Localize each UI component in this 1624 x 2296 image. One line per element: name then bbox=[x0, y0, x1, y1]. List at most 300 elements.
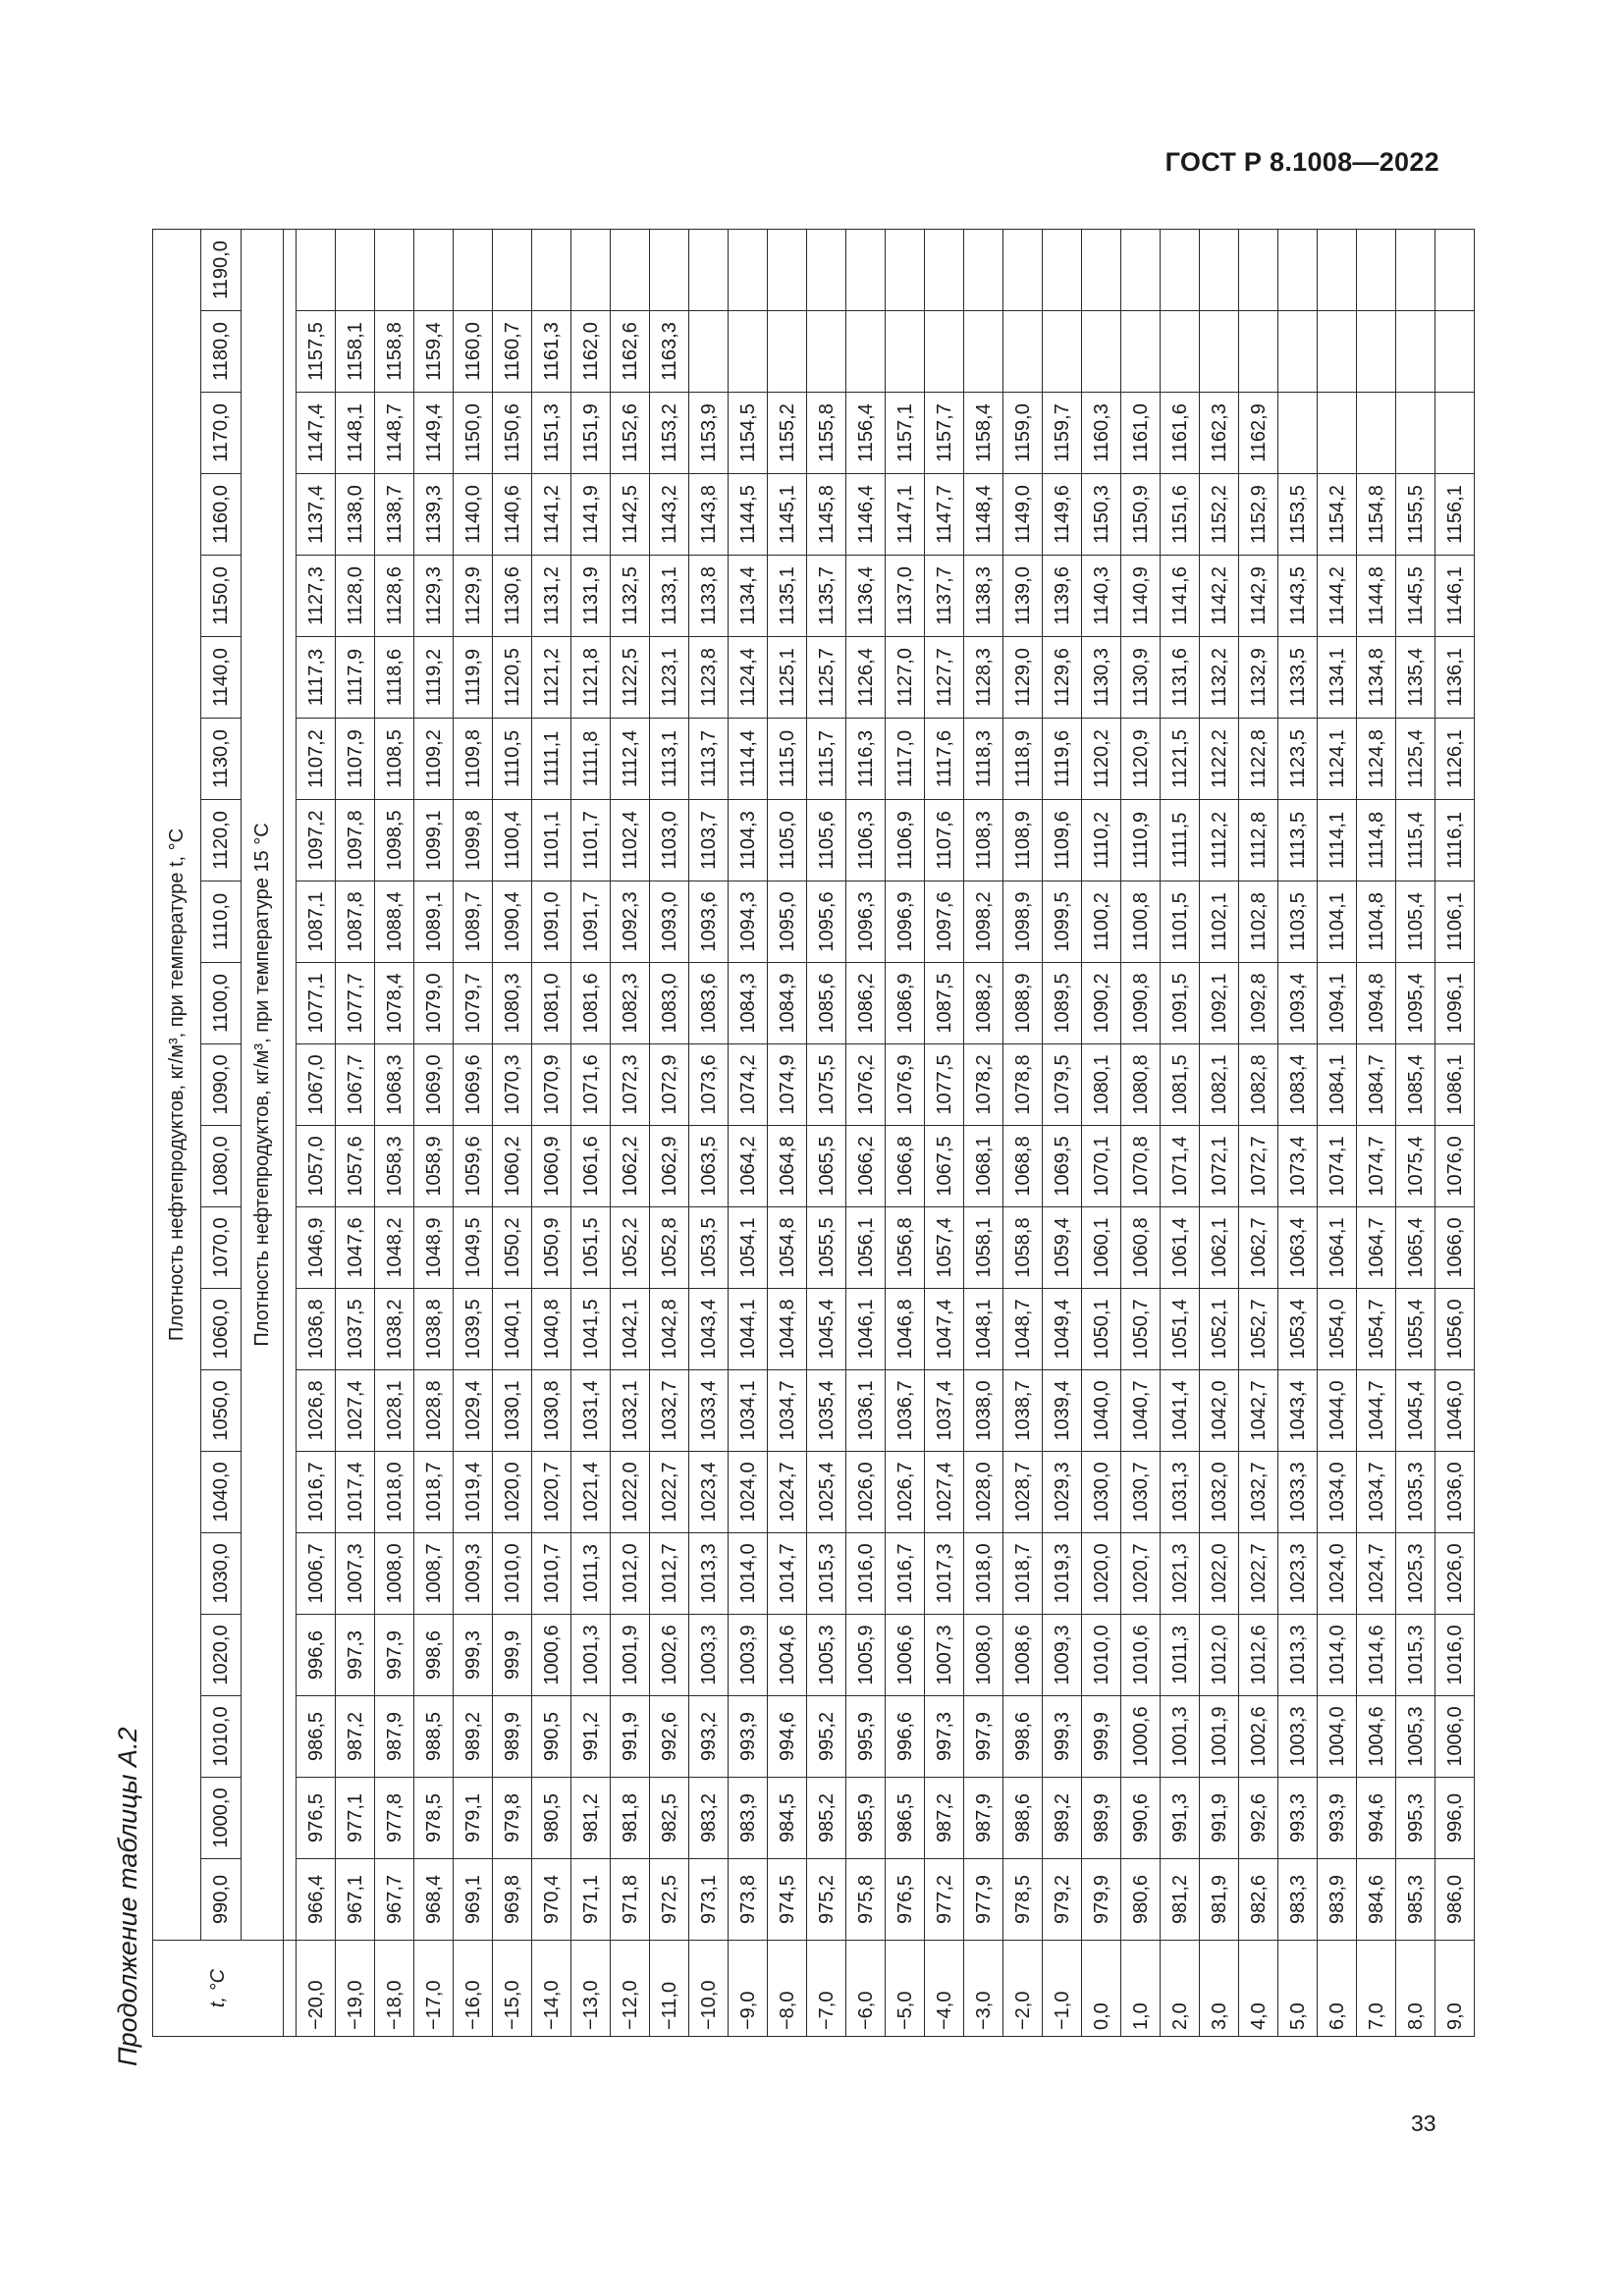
density-cell: 1041,5 bbox=[571, 1289, 611, 1370]
density-cell: 1097,2 bbox=[297, 800, 336, 881]
temperature-cell: −6,0 bbox=[846, 1941, 886, 2037]
density-cell: 1013,3 bbox=[1278, 1615, 1318, 1696]
density-cell: 1134,1 bbox=[1318, 637, 1357, 719]
temperature-cell: 7,0 bbox=[1357, 1941, 1396, 2037]
density-cell: 1004,6 bbox=[768, 1615, 807, 1696]
density-cell: 1116,3 bbox=[846, 719, 886, 800]
density-cell: 1112,2 bbox=[1200, 800, 1239, 881]
density-cell bbox=[768, 230, 807, 311]
density-cell: 1035,4 bbox=[807, 1370, 846, 1452]
density-cell: 1028,8 bbox=[414, 1370, 454, 1452]
density-cell: 1079,0 bbox=[414, 963, 454, 1044]
density-cell: 1052,8 bbox=[650, 1207, 689, 1289]
density-cell: 1102,8 bbox=[1239, 881, 1278, 963]
density-cell: 993,9 bbox=[729, 1696, 768, 1778]
density-cell: 1115,0 bbox=[768, 719, 807, 800]
density-cell: 1028,7 bbox=[1003, 1452, 1043, 1533]
density-cell: 1001,3 bbox=[571, 1615, 611, 1696]
density-cell: 1076,2 bbox=[846, 1044, 886, 1126]
density-cell: 985,2 bbox=[807, 1778, 846, 1859]
density-cell: 1147,7 bbox=[925, 474, 964, 556]
density-cell: 1005,3 bbox=[807, 1615, 846, 1696]
density-cell: 1068,3 bbox=[375, 1044, 414, 1126]
density-cell: 1010,0 bbox=[493, 1533, 532, 1615]
density-cell: 1082,1 bbox=[1200, 1044, 1239, 1126]
density-cell: 1016,7 bbox=[886, 1533, 925, 1615]
temperature-cell: 8,0 bbox=[1396, 1941, 1435, 2037]
density-cell: 1027,4 bbox=[925, 1452, 964, 1533]
density-cell: 999,9 bbox=[493, 1615, 532, 1696]
density-cell: 997,9 bbox=[964, 1696, 1003, 1778]
density-cell: 976,5 bbox=[297, 1778, 336, 1859]
density-cell: 1060,8 bbox=[1121, 1207, 1161, 1289]
density-cell: 1016,7 bbox=[297, 1452, 336, 1533]
density-cell: 1072,9 bbox=[650, 1044, 689, 1126]
density-cell: 1066,2 bbox=[846, 1126, 886, 1207]
density-cell: 1107,6 bbox=[925, 800, 964, 881]
density-cell: 1162,6 bbox=[611, 311, 650, 393]
density-cell: 1088,9 bbox=[1003, 963, 1043, 1044]
density-cell: 1001,3 bbox=[1161, 1696, 1200, 1778]
table-row bbox=[336, 230, 375, 2037]
density-cell: 1013,3 bbox=[689, 1533, 729, 1615]
temperature-cell: −11,0 bbox=[650, 1941, 689, 2037]
density-cell: 1121,2 bbox=[532, 637, 571, 719]
density-cell: 1126,1 bbox=[1435, 719, 1475, 800]
density-cell: 1091,0 bbox=[532, 881, 571, 963]
density-cell: 995,2 bbox=[807, 1696, 846, 1778]
density-cell: 1118,3 bbox=[964, 719, 1003, 800]
density-cell: 1145,1 bbox=[768, 474, 807, 556]
density-cell: 1032,7 bbox=[650, 1370, 689, 1452]
density-cell: 986,0 bbox=[1435, 1859, 1475, 1941]
table-row bbox=[414, 230, 454, 2037]
density-cell: 1069,6 bbox=[454, 1044, 493, 1126]
density-cell: 998,6 bbox=[1003, 1696, 1043, 1778]
density-cell: 1022,7 bbox=[650, 1452, 689, 1533]
density-cell: 1127,0 bbox=[886, 637, 925, 719]
density-cell: 1062,1 bbox=[1200, 1207, 1239, 1289]
density-cell: 1092,8 bbox=[1239, 963, 1278, 1044]
density-cell: 1099,1 bbox=[414, 800, 454, 881]
density-cell: 1134,8 bbox=[1357, 637, 1396, 719]
density-cell: 1106,9 bbox=[886, 800, 925, 881]
density-cell: 1008,0 bbox=[375, 1533, 414, 1615]
density-cell: 1034,1 bbox=[729, 1370, 768, 1452]
density-cell: 1072,7 bbox=[1239, 1126, 1278, 1207]
density-cell: 1111,1 bbox=[532, 719, 571, 800]
density-cell: 1099,8 bbox=[454, 800, 493, 881]
density-cell bbox=[297, 230, 336, 311]
density-table bbox=[152, 229, 1475, 2037]
density-cell: 1011,3 bbox=[571, 1533, 611, 1615]
density-cell: 1068,1 bbox=[964, 1126, 1003, 1207]
density-cell: 1042,7 bbox=[1239, 1370, 1278, 1452]
density-cell: 1106,3 bbox=[846, 800, 886, 881]
density-cell: 1146,4 bbox=[846, 474, 886, 556]
density-cell: 1001,9 bbox=[611, 1615, 650, 1696]
temperature-cell: −8,0 bbox=[768, 1941, 807, 2037]
density-cell: 1059,4 bbox=[1043, 1207, 1082, 1289]
temperature-cell: −17,0 bbox=[414, 1941, 454, 2037]
density-cell: 1120,2 bbox=[1082, 719, 1121, 800]
density-cell: 1103,5 bbox=[1278, 881, 1318, 963]
density-cell: 1070,3 bbox=[493, 1044, 532, 1126]
density-cell: 1012,0 bbox=[1200, 1615, 1239, 1696]
temperature-cell: −3,0 bbox=[964, 1941, 1003, 2037]
density-cell bbox=[336, 230, 375, 311]
density-cell bbox=[1435, 230, 1475, 311]
density-cell: 1033,3 bbox=[1278, 1452, 1318, 1533]
density-cell: 1089,7 bbox=[454, 881, 493, 963]
table-row bbox=[375, 230, 414, 2037]
density-cell: 987,2 bbox=[925, 1778, 964, 1859]
density-cell: 1119,2 bbox=[414, 637, 454, 719]
density-cell: 988,6 bbox=[1003, 1778, 1043, 1859]
density-cell: 1125,7 bbox=[807, 637, 846, 719]
density-cell: 1123,5 bbox=[1278, 719, 1318, 800]
table-row bbox=[1278, 230, 1318, 2037]
density-cell bbox=[729, 230, 768, 311]
density-cell: 974,5 bbox=[768, 1859, 807, 1941]
density-cell bbox=[729, 311, 768, 393]
density-cell bbox=[650, 230, 689, 311]
density-cell: 1153,2 bbox=[650, 393, 689, 474]
density-cell bbox=[611, 230, 650, 311]
temperature-cell: 4,0 bbox=[1239, 1941, 1278, 2037]
density-cell: 1109,2 bbox=[414, 719, 454, 800]
density-cell bbox=[1278, 311, 1318, 393]
table-row bbox=[1396, 230, 1435, 2037]
density-cell: 1111,8 bbox=[571, 719, 611, 800]
density-cell: 1147,1 bbox=[886, 474, 925, 556]
density-cell: 1048,2 bbox=[375, 1207, 414, 1289]
density-cell: 983,9 bbox=[1318, 1859, 1357, 1941]
density-cell: 1153,5 bbox=[1278, 474, 1318, 556]
density-cell: 1024,0 bbox=[1318, 1533, 1357, 1615]
temperature-cell: −9,0 bbox=[729, 1941, 768, 2037]
density-cell bbox=[571, 230, 611, 311]
density-cell: 999,3 bbox=[1043, 1696, 1082, 1778]
density-cell: 991,2 bbox=[571, 1696, 611, 1778]
density-cell: 1158,4 bbox=[964, 393, 1003, 474]
density-cell: 1014,7 bbox=[768, 1533, 807, 1615]
density-cell: 1056,8 bbox=[886, 1207, 925, 1289]
density-cell: 1112,8 bbox=[1239, 800, 1278, 881]
density-column-header: 1160,0 bbox=[201, 474, 242, 556]
density-cell: 1128,6 bbox=[375, 556, 414, 637]
density-cell: 1138,7 bbox=[375, 474, 414, 556]
density-cell: 1148,7 bbox=[375, 393, 414, 474]
density-cell: 981,8 bbox=[611, 1778, 650, 1859]
density-cell: 1015,3 bbox=[807, 1533, 846, 1615]
density-cell: 1033,4 bbox=[689, 1370, 729, 1452]
density-cell: 1009,3 bbox=[454, 1533, 493, 1615]
density-cell: 1162,3 bbox=[1200, 393, 1239, 474]
density-cell: 979,9 bbox=[1082, 1859, 1121, 1941]
density-cell: 1159,7 bbox=[1043, 393, 1082, 474]
density-cell: 1151,6 bbox=[1161, 474, 1200, 556]
density-cell: 1067,5 bbox=[925, 1126, 964, 1207]
temperature-cell: −14,0 bbox=[532, 1941, 571, 2037]
temperature-column-header: t, °C bbox=[153, 1941, 284, 2037]
density-cell: 1070,9 bbox=[532, 1044, 571, 1126]
density-cell: 1136,4 bbox=[846, 556, 886, 637]
density-cell: 1152,6 bbox=[611, 393, 650, 474]
sub-header: Плотность нефтепродуктов, кг/м³, при температуре 15 °C bbox=[242, 230, 284, 1941]
density-cell: 1155,2 bbox=[768, 393, 807, 474]
density-cell: 1036,7 bbox=[886, 1370, 925, 1452]
density-cell: 1114,4 bbox=[729, 719, 768, 800]
density-cell: 1146,1 bbox=[1435, 556, 1475, 637]
density-cell: 1079,7 bbox=[454, 963, 493, 1044]
density-cell: 1074,9 bbox=[768, 1044, 807, 1126]
density-cell: 1081,5 bbox=[1161, 1044, 1200, 1126]
density-cell: 1062,9 bbox=[650, 1126, 689, 1207]
density-cell: 997,9 bbox=[375, 1615, 414, 1696]
density-cell: 1030,0 bbox=[1082, 1452, 1121, 1533]
density-cell: 1159,0 bbox=[1003, 393, 1043, 474]
density-cell: 993,9 bbox=[1318, 1778, 1357, 1859]
density-cell: 1016,0 bbox=[846, 1533, 886, 1615]
density-cell: 1104,1 bbox=[1318, 881, 1357, 963]
density-cell: 1157,7 bbox=[925, 393, 964, 474]
density-cell: 1090,8 bbox=[1121, 963, 1161, 1044]
density-cell: 1076,0 bbox=[1435, 1126, 1475, 1207]
density-cell: 1161,0 bbox=[1121, 393, 1161, 474]
density-cell: 980,6 bbox=[1121, 1859, 1161, 1941]
density-cell: 1097,6 bbox=[925, 881, 964, 963]
density-cell: 1144,5 bbox=[729, 474, 768, 556]
density-cell: 1120,5 bbox=[493, 637, 532, 719]
table-row bbox=[571, 230, 611, 2037]
density-cell: 1143,5 bbox=[1278, 556, 1318, 637]
density-cell: 996,0 bbox=[1435, 1778, 1475, 1859]
density-cell: 1156,1 bbox=[1435, 474, 1475, 556]
density-cell: 987,9 bbox=[964, 1778, 1003, 1859]
density-cell: 981,2 bbox=[571, 1778, 611, 1859]
density-cell: 1108,3 bbox=[964, 800, 1003, 881]
density-cell bbox=[1318, 393, 1357, 474]
density-cell: 1149,0 bbox=[1003, 474, 1043, 556]
temperature-cell: −13,0 bbox=[571, 1941, 611, 2037]
density-cell: 1006,7 bbox=[297, 1533, 336, 1615]
density-cell: 1078,4 bbox=[375, 963, 414, 1044]
table-row bbox=[689, 230, 729, 2037]
density-cell: 1075,4 bbox=[1396, 1126, 1435, 1207]
table-row bbox=[1357, 230, 1396, 2037]
table-row bbox=[1435, 230, 1475, 2037]
density-cell bbox=[1003, 230, 1043, 311]
density-cell: 1063,5 bbox=[689, 1126, 729, 1207]
density-cell: 971,8 bbox=[611, 1859, 650, 1941]
density-cell: 1126,4 bbox=[846, 637, 886, 719]
density-cell: 1060,2 bbox=[493, 1126, 532, 1207]
density-cell: 968,4 bbox=[414, 1859, 454, 1941]
density-cell: 1024,7 bbox=[1357, 1533, 1396, 1615]
density-cell bbox=[846, 230, 886, 311]
density-cell: 1141,6 bbox=[1161, 556, 1200, 637]
density-cell: 1068,8 bbox=[1003, 1126, 1043, 1207]
density-cell: 1067,7 bbox=[336, 1044, 375, 1126]
density-cell: 982,5 bbox=[650, 1778, 689, 1859]
density-cell: 981,9 bbox=[1200, 1859, 1239, 1941]
density-cell: 1004,0 bbox=[1318, 1696, 1357, 1778]
density-cell bbox=[807, 311, 846, 393]
temperature-cell: −7,0 bbox=[807, 1941, 846, 2037]
density-cell: 1077,5 bbox=[925, 1044, 964, 1126]
density-cell: 1070,8 bbox=[1121, 1126, 1161, 1207]
density-cell: 1071,4 bbox=[1161, 1126, 1200, 1207]
density-cell: 983,9 bbox=[729, 1778, 768, 1859]
density-cell: 1148,1 bbox=[336, 393, 375, 474]
density-cell: 1144,2 bbox=[1318, 556, 1357, 637]
density-cell: 1026,0 bbox=[1435, 1533, 1475, 1615]
density-cell: 1119,6 bbox=[1043, 719, 1082, 800]
density-cell: 970,4 bbox=[532, 1859, 571, 1941]
density-column-header: 1030,0 bbox=[201, 1533, 242, 1615]
density-cell: 1087,1 bbox=[297, 881, 336, 963]
density-cell: 1010,0 bbox=[1082, 1615, 1121, 1696]
density-cell: 993,2 bbox=[689, 1696, 729, 1778]
table-row bbox=[1082, 230, 1121, 2037]
density-cell: 991,3 bbox=[1161, 1778, 1200, 1859]
density-cell bbox=[964, 230, 1003, 311]
density-cell: 1149,6 bbox=[1043, 474, 1082, 556]
density-cell: 1040,1 bbox=[493, 1289, 532, 1370]
density-cell: 1024,7 bbox=[768, 1452, 807, 1533]
density-cell: 1070,1 bbox=[1082, 1126, 1121, 1207]
density-cell: 1002,6 bbox=[1239, 1696, 1278, 1778]
density-cell: 1098,5 bbox=[375, 800, 414, 881]
density-cell: 1125,4 bbox=[1396, 719, 1435, 800]
density-cell: 1023,4 bbox=[689, 1452, 729, 1533]
density-cell: 1161,6 bbox=[1161, 393, 1200, 474]
density-cell: 1128,3 bbox=[964, 637, 1003, 719]
density-cell: 1087,5 bbox=[925, 963, 964, 1044]
density-cell: 1038,7 bbox=[1003, 1370, 1043, 1452]
table-row bbox=[807, 230, 846, 2037]
density-column-header: 1190,0 bbox=[201, 230, 242, 311]
temperature-cell: 0,0 bbox=[1082, 1941, 1121, 2037]
density-cell: 1103,7 bbox=[689, 800, 729, 881]
density-cell: 1031,3 bbox=[1161, 1452, 1200, 1533]
density-cell: 1134,4 bbox=[729, 556, 768, 637]
density-cell: 1096,1 bbox=[1435, 963, 1475, 1044]
density-cell: 997,3 bbox=[925, 1696, 964, 1778]
density-cell: 1155,8 bbox=[807, 393, 846, 474]
density-cell bbox=[1239, 230, 1278, 311]
density-cell: 1014,0 bbox=[729, 1533, 768, 1615]
density-cell bbox=[1239, 311, 1278, 393]
density-cell: 1079,5 bbox=[1043, 1044, 1082, 1126]
density-cell: 1030,1 bbox=[493, 1370, 532, 1452]
density-cell: 985,9 bbox=[846, 1778, 886, 1859]
density-cell: 999,3 bbox=[454, 1615, 493, 1696]
temperature-cell: −19,0 bbox=[336, 1941, 375, 2037]
density-cell: 1023,3 bbox=[1278, 1533, 1318, 1615]
density-cell: 984,5 bbox=[768, 1778, 807, 1859]
density-cell: 1000,6 bbox=[532, 1615, 571, 1696]
density-cell: 1109,6 bbox=[1043, 800, 1082, 881]
density-cell: 998,6 bbox=[414, 1615, 454, 1696]
density-cell: 1008,6 bbox=[1003, 1615, 1043, 1696]
density-cell bbox=[1161, 230, 1200, 311]
density-cell: 1049,5 bbox=[454, 1207, 493, 1289]
density-cell: 1042,0 bbox=[1200, 1370, 1239, 1452]
density-cell: 1021,4 bbox=[571, 1452, 611, 1533]
density-cell: 1082,3 bbox=[611, 963, 650, 1044]
density-column-header: 1100,0 bbox=[201, 963, 242, 1044]
density-cell: 1010,6 bbox=[1121, 1615, 1161, 1696]
density-cell: 999,9 bbox=[1082, 1696, 1121, 1778]
density-cell: 1058,9 bbox=[414, 1126, 454, 1207]
density-cell: 1029,3 bbox=[1043, 1452, 1082, 1533]
density-column-header: 1010,0 bbox=[201, 1696, 242, 1778]
density-cell: 1020,7 bbox=[1121, 1533, 1161, 1615]
density-cell: 1145,5 bbox=[1396, 556, 1435, 637]
density-cell: 1081,0 bbox=[532, 963, 571, 1044]
density-cell: 1133,1 bbox=[650, 556, 689, 637]
temperature-cell: 3,0 bbox=[1200, 1941, 1239, 2037]
density-cell: 1095,0 bbox=[768, 881, 807, 963]
density-cell: 1137,0 bbox=[886, 556, 925, 637]
temperature-cell: −20,0 bbox=[297, 1941, 336, 2037]
density-cell: 1124,1 bbox=[1318, 719, 1357, 800]
density-cell bbox=[1121, 230, 1161, 311]
density-cell bbox=[1278, 230, 1318, 311]
density-cell: 1088,2 bbox=[964, 963, 1003, 1044]
density-cell: 1030,7 bbox=[1121, 1452, 1161, 1533]
density-cell: 1074,7 bbox=[1357, 1126, 1396, 1207]
density-cell: 1084,9 bbox=[768, 963, 807, 1044]
density-cell: 1130,3 bbox=[1082, 637, 1121, 719]
density-cell: 1044,1 bbox=[729, 1289, 768, 1370]
density-cell: 1050,2 bbox=[493, 1207, 532, 1289]
density-cell: 1044,8 bbox=[768, 1289, 807, 1370]
density-cell: 1130,6 bbox=[493, 556, 532, 637]
temperature-cell: −15,0 bbox=[493, 1941, 532, 2037]
density-cell: 1046,0 bbox=[1435, 1370, 1475, 1452]
density-cell: 1077,7 bbox=[336, 963, 375, 1044]
table-row bbox=[1003, 230, 1043, 2037]
density-cell: 1123,1 bbox=[650, 637, 689, 719]
density-cell: 1064,7 bbox=[1357, 1207, 1396, 1289]
density-cell: 1150,6 bbox=[493, 393, 532, 474]
density-cell: 990,5 bbox=[532, 1696, 571, 1778]
density-cell: 987,9 bbox=[375, 1696, 414, 1778]
density-cell: 1039,5 bbox=[454, 1289, 493, 1370]
density-cell: 1049,4 bbox=[1043, 1289, 1082, 1370]
density-cell: 978,5 bbox=[1003, 1859, 1043, 1941]
density-cell: 1062,2 bbox=[611, 1126, 650, 1207]
density-cell: 1144,8 bbox=[1357, 556, 1396, 637]
density-cell: 1050,9 bbox=[532, 1207, 571, 1289]
density-cell: 989,9 bbox=[1082, 1778, 1121, 1859]
density-cell bbox=[1082, 230, 1121, 311]
density-cell: 981,2 bbox=[1161, 1859, 1200, 1941]
density-cell: 1006,0 bbox=[1435, 1696, 1475, 1778]
density-cell: 1042,1 bbox=[611, 1289, 650, 1370]
table-row bbox=[493, 230, 532, 2037]
density-cell: 1034,7 bbox=[768, 1370, 807, 1452]
table-row bbox=[1161, 230, 1200, 2037]
density-cell: 1094,3 bbox=[729, 881, 768, 963]
density-cell: 1095,6 bbox=[807, 881, 846, 963]
density-cell: 973,8 bbox=[729, 1859, 768, 1941]
density-cell: 1050,7 bbox=[1121, 1289, 1161, 1370]
density-column-header: 1070,0 bbox=[201, 1207, 242, 1289]
